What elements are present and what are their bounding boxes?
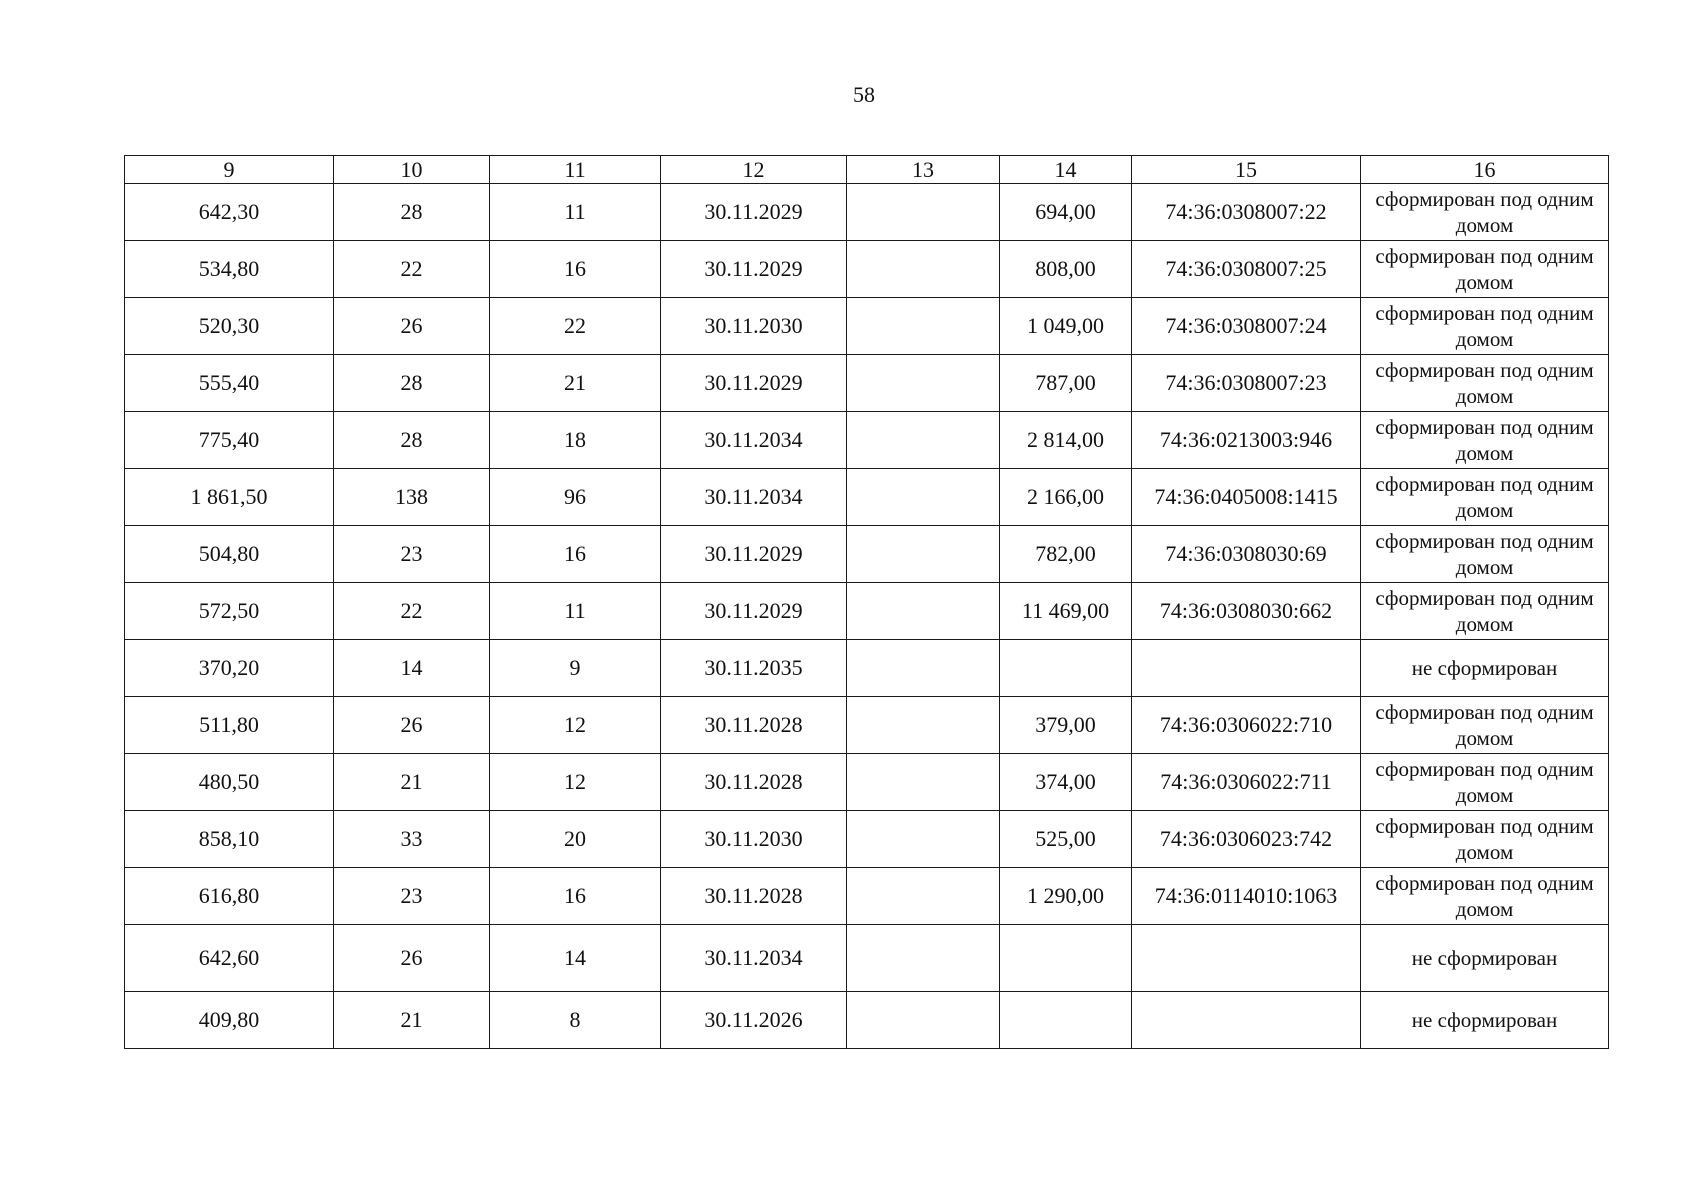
column-header-16: 16 xyxy=(1361,156,1609,184)
table-cell: 28 xyxy=(334,412,490,469)
table-cell: 74:36:0306022:711 xyxy=(1132,754,1361,811)
table-row xyxy=(125,697,1609,754)
page-number: 58 xyxy=(853,82,875,107)
table-cell: 26 xyxy=(334,298,490,355)
table-cell xyxy=(847,697,1000,754)
table-cell: 30.11.2028 xyxy=(661,697,847,754)
table-row xyxy=(125,526,1609,583)
table-cell: 30.11.2030 xyxy=(661,811,847,868)
table-cell: 74:36:0405008:1415 xyxy=(1132,469,1361,526)
status-cell: сформирован под одним домом xyxy=(1361,184,1609,241)
table-cell: 30.11.2029 xyxy=(661,241,847,298)
column-header-10: 10 xyxy=(334,156,490,184)
table-cell: 74:36:0308007:22 xyxy=(1132,184,1361,241)
table-cell xyxy=(847,412,1000,469)
column-header-12: 12 xyxy=(661,156,847,184)
table-row xyxy=(125,469,1609,526)
table-cell xyxy=(1132,640,1361,697)
table-cell: 30.11.2030 xyxy=(661,298,847,355)
table-row xyxy=(125,868,1609,925)
table-row xyxy=(125,184,1609,241)
table-cell: 30.11.2029 xyxy=(661,355,847,412)
table-cell: 22 xyxy=(334,583,490,640)
table-row xyxy=(125,355,1609,412)
status-cell: сформирован под одним домом xyxy=(1361,868,1609,925)
column-header-9: 9 xyxy=(125,156,334,184)
table-cell: 409,80 xyxy=(125,992,334,1049)
column-header-15: 15 xyxy=(1132,156,1361,184)
table-cell: 555,40 xyxy=(125,355,334,412)
table-cell xyxy=(847,925,1000,992)
table-cell: 12 xyxy=(490,697,661,754)
table-cell: 16 xyxy=(490,241,661,298)
status-cell: сформирован под одним домом xyxy=(1361,526,1609,583)
table-cell: 8 xyxy=(490,992,661,1049)
table-row xyxy=(125,412,1609,469)
status-cell: сформирован под одним домом xyxy=(1361,298,1609,355)
table-header-row xyxy=(125,156,1609,184)
table-cell: 858,10 xyxy=(125,811,334,868)
table-cell: 21 xyxy=(334,754,490,811)
table-cell xyxy=(847,754,1000,811)
table-cell xyxy=(847,583,1000,640)
column-header-13: 13 xyxy=(847,156,1000,184)
table-row xyxy=(125,811,1609,868)
status-cell: сформирован под одним домом xyxy=(1361,469,1609,526)
table-cell xyxy=(1132,992,1361,1049)
column-header-11: 11 xyxy=(490,156,661,184)
table-cell: 642,30 xyxy=(125,184,334,241)
table-cell xyxy=(847,355,1000,412)
table-cell: 504,80 xyxy=(125,526,334,583)
table-cell: 138 xyxy=(334,469,490,526)
table-cell: 74:36:0308007:24 xyxy=(1132,298,1361,355)
table-cell: 694,00 xyxy=(1000,184,1132,241)
table-cell: 782,00 xyxy=(1000,526,1132,583)
table-cell: 30.11.2028 xyxy=(661,754,847,811)
table-cell: 525,00 xyxy=(1000,811,1132,868)
table-row xyxy=(125,298,1609,355)
table-cell: 787,00 xyxy=(1000,355,1132,412)
table-row xyxy=(125,583,1609,640)
table-cell: 74:36:0306023:742 xyxy=(1132,811,1361,868)
table-cell: 2 814,00 xyxy=(1000,412,1132,469)
table-cell: 26 xyxy=(334,925,490,992)
table-cell: 2 166,00 xyxy=(1000,469,1132,526)
table-cell: 30.11.2035 xyxy=(661,640,847,697)
table-cell: 74:36:0114010:1063 xyxy=(1132,868,1361,925)
table-cell: 22 xyxy=(490,298,661,355)
status-cell: сформирован под одним домом xyxy=(1361,355,1609,412)
status-cell: не сформирован xyxy=(1361,992,1609,1049)
table-cell: 379,00 xyxy=(1000,697,1132,754)
status-cell: сформирован под одним домом xyxy=(1361,412,1609,469)
table-cell: 74:36:0308007:23 xyxy=(1132,355,1361,412)
table-cell: 30.11.2034 xyxy=(661,412,847,469)
table-cell: 534,80 xyxy=(125,241,334,298)
table-cell xyxy=(847,811,1000,868)
table-cell: 370,20 xyxy=(125,640,334,697)
table-cell: 30.11.2029 xyxy=(661,184,847,241)
table-cell: 30.11.2034 xyxy=(661,925,847,992)
table-cell: 14 xyxy=(490,925,661,992)
table-cell xyxy=(847,298,1000,355)
table-cell: 16 xyxy=(490,868,661,925)
data-table xyxy=(124,155,1609,1049)
table-cell: 23 xyxy=(334,526,490,583)
table-cell: 96 xyxy=(490,469,661,526)
table-cell xyxy=(1132,925,1361,992)
table-cell: 21 xyxy=(490,355,661,412)
table-cell: 26 xyxy=(334,697,490,754)
table-cell: 374,00 xyxy=(1000,754,1132,811)
table-cell: 480,50 xyxy=(125,754,334,811)
table-cell: 30.11.2034 xyxy=(661,469,847,526)
status-cell: сформирован под одним домом xyxy=(1361,754,1609,811)
table-cell xyxy=(847,469,1000,526)
table-cell: 16 xyxy=(490,526,661,583)
table-cell xyxy=(847,640,1000,697)
table-cell: 11 xyxy=(490,184,661,241)
table-cell: 74:36:0308007:25 xyxy=(1132,241,1361,298)
table-row xyxy=(125,640,1609,697)
status-cell: не сформирован xyxy=(1361,640,1609,697)
table-cell: 28 xyxy=(334,184,490,241)
table-cell: 28 xyxy=(334,355,490,412)
status-cell: сформирован под одним домом xyxy=(1361,583,1609,640)
table-cell: 9 xyxy=(490,640,661,697)
table-cell: 21 xyxy=(334,992,490,1049)
table-cell: 1 290,00 xyxy=(1000,868,1132,925)
status-cell: сформирован под одним домом xyxy=(1361,811,1609,868)
table-cell: 20 xyxy=(490,811,661,868)
table-cell: 12 xyxy=(490,754,661,811)
table-row xyxy=(125,925,1609,992)
table-cell: 30.11.2026 xyxy=(661,992,847,1049)
table-cell: 74:36:0308030:69 xyxy=(1132,526,1361,583)
table-cell xyxy=(1000,992,1132,1049)
table-cell: 23 xyxy=(334,868,490,925)
table-cell: 33 xyxy=(334,811,490,868)
status-cell: сформирован под одним домом xyxy=(1361,241,1609,298)
table-cell: 30.11.2029 xyxy=(661,526,847,583)
table-cell: 22 xyxy=(334,241,490,298)
table-cell: 18 xyxy=(490,412,661,469)
table-cell: 30.11.2028 xyxy=(661,868,847,925)
table-cell: 11 469,00 xyxy=(1000,583,1132,640)
status-cell: сформирован под одним домом xyxy=(1361,697,1609,754)
table-cell: 520,30 xyxy=(125,298,334,355)
table-cell xyxy=(1000,925,1132,992)
table-cell: 1 049,00 xyxy=(1000,298,1132,355)
table-cell: 511,80 xyxy=(125,697,334,754)
table-cell: 14 xyxy=(334,640,490,697)
table-row xyxy=(125,754,1609,811)
table-cell: 642,60 xyxy=(125,925,334,992)
status-cell: не сформирован xyxy=(1361,925,1609,992)
table-cell: 74:36:0306022:710 xyxy=(1132,697,1361,754)
table-cell: 74:36:0308030:662 xyxy=(1132,583,1361,640)
table-cell xyxy=(847,868,1000,925)
table-cell: 808,00 xyxy=(1000,241,1132,298)
table-cell xyxy=(847,992,1000,1049)
table-cell: 616,80 xyxy=(125,868,334,925)
table-cell xyxy=(847,184,1000,241)
table-row xyxy=(125,241,1609,298)
table-cell: 775,40 xyxy=(125,412,334,469)
table-cell xyxy=(847,526,1000,583)
table-cell: 74:36:0213003:946 xyxy=(1132,412,1361,469)
table-cell: 11 xyxy=(490,583,661,640)
table-cell xyxy=(1000,640,1132,697)
table-cell: 30.11.2029 xyxy=(661,583,847,640)
table-cell xyxy=(847,241,1000,298)
column-header-14: 14 xyxy=(1000,156,1132,184)
table-row xyxy=(125,992,1609,1049)
table-cell: 1 861,50 xyxy=(125,469,334,526)
table-cell: 572,50 xyxy=(125,583,334,640)
